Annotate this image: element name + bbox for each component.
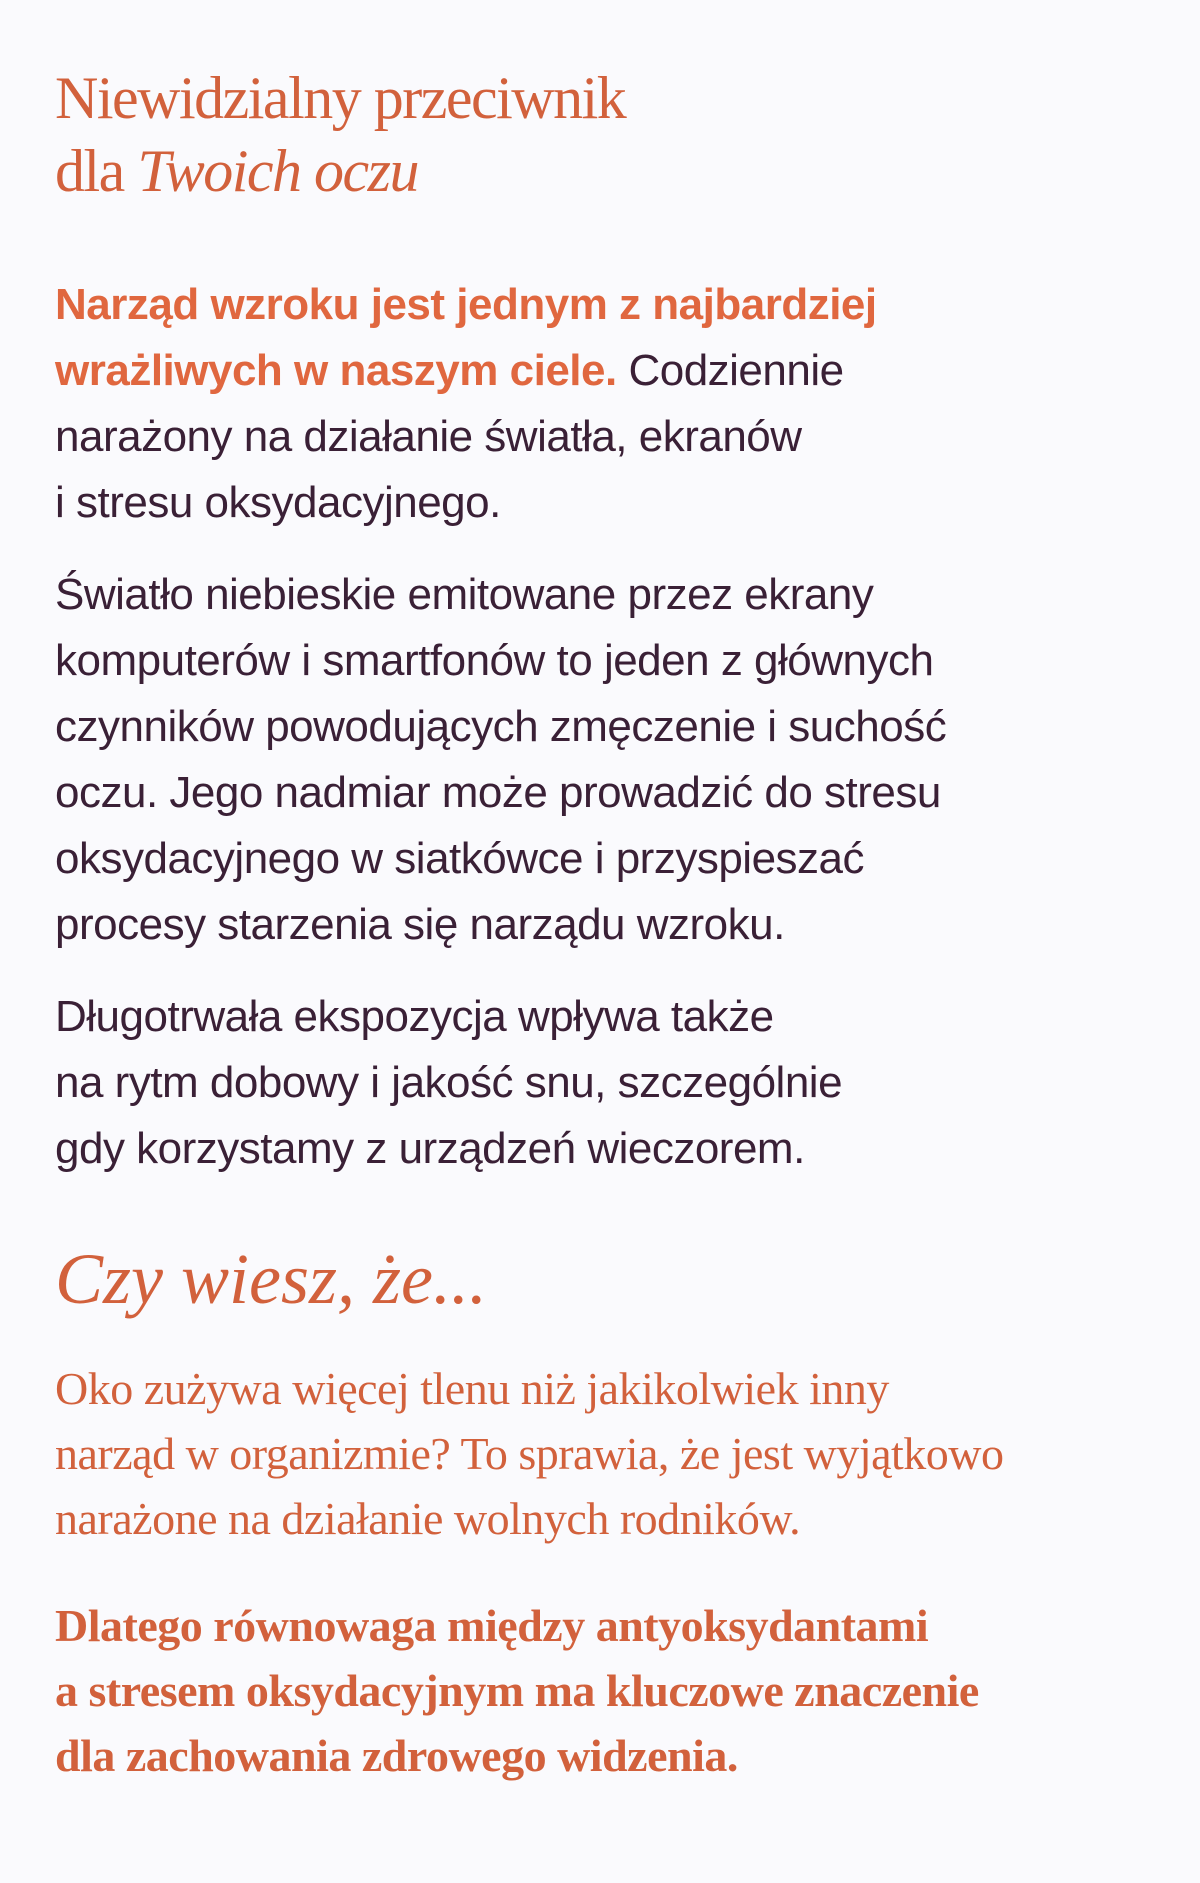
text-run: narażone na działanie wolnych rodników. [55, 1493, 801, 1544]
text-run: Oko zużywa więcej tlenu niż jakikolwiek inny [55, 1363, 889, 1414]
text-run: dla zachowania zdrowego widzenia. [55, 1730, 738, 1781]
text-run: Twoich oczu [137, 138, 419, 204]
text-run: czynników powodujących zmęczenie i suchość [55, 702, 947, 751]
text-run: Dlatego równowaga między antyoksydantami [55, 1600, 929, 1651]
text-line [55, 470, 1170, 536]
text-line [55, 760, 1170, 826]
text-run: komputerów i smartfonów to jeden z głównych [55, 636, 934, 685]
text-run: gdy korzystamy z urządzeń wieczorem. [55, 1124, 805, 1173]
text-line [55, 694, 1170, 760]
balance-paragraph [55, 1593, 1170, 1788]
text-line [55, 338, 1170, 404]
text-line [55, 1593, 1170, 1658]
oxygen-fact-paragraph [55, 1356, 1170, 1551]
blue-light-paragraph [55, 562, 1170, 958]
headline [55, 62, 1170, 208]
exposure-paragraph [55, 984, 1170, 1182]
text-line [55, 272, 1170, 338]
text-line [55, 62, 1170, 135]
text-run: oczu. Jego nadmiar może prowadzić do stresu [55, 768, 941, 817]
text-run: Niewidzialny przeciwnik [55, 65, 626, 131]
text-run: i stresu oksydacyjnego. [55, 478, 501, 527]
text-line [55, 1356, 1170, 1421]
text-line [55, 1050, 1170, 1116]
did-you-know-heading [55, 1236, 1170, 1322]
text-line [55, 892, 1170, 958]
text-line [55, 135, 1170, 208]
text-line [55, 1723, 1170, 1788]
text-run: wrażliwych w naszym ciele. [55, 346, 617, 395]
text-line [55, 562, 1170, 628]
text-line [55, 826, 1170, 892]
text-line [55, 1236, 1170, 1322]
text-run: a stresem oksydacyjnym ma kluczowe znaczenie [55, 1665, 979, 1716]
text-line [55, 984, 1170, 1050]
text-run: dla [55, 138, 138, 204]
text-run: procesy starzenia się narządu wzroku. [55, 900, 785, 949]
text-run: Codziennie [616, 346, 844, 395]
text-run: Narząd wzroku jest jednym z najbardziej [55, 280, 877, 329]
text-run: narażony na działanie światła, ekranów [55, 412, 802, 461]
content [55, 62, 1170, 1788]
text-line [55, 628, 1170, 694]
text-line [55, 1116, 1170, 1182]
text-run: Czy wiesz, że... [55, 1239, 487, 1319]
text-line [55, 404, 1170, 470]
text-run: Długotrwała ekspozycja wpływa także [55, 992, 774, 1041]
text-run: na rytm dobowy i jakość snu, szczególnie [55, 1058, 843, 1107]
text-run: Światło niebieskie emitowane przez ekrany [55, 570, 874, 619]
intro-paragraph [55, 272, 1170, 536]
text-run: narząd w organizmie? To sprawia, że jest wyjątkowo [55, 1428, 1004, 1479]
text-run: oksydacyjnego w siatkówce i przyspieszać [55, 834, 865, 883]
text-line [55, 1658, 1170, 1723]
text-line [55, 1486, 1170, 1551]
text-line [55, 1421, 1170, 1486]
